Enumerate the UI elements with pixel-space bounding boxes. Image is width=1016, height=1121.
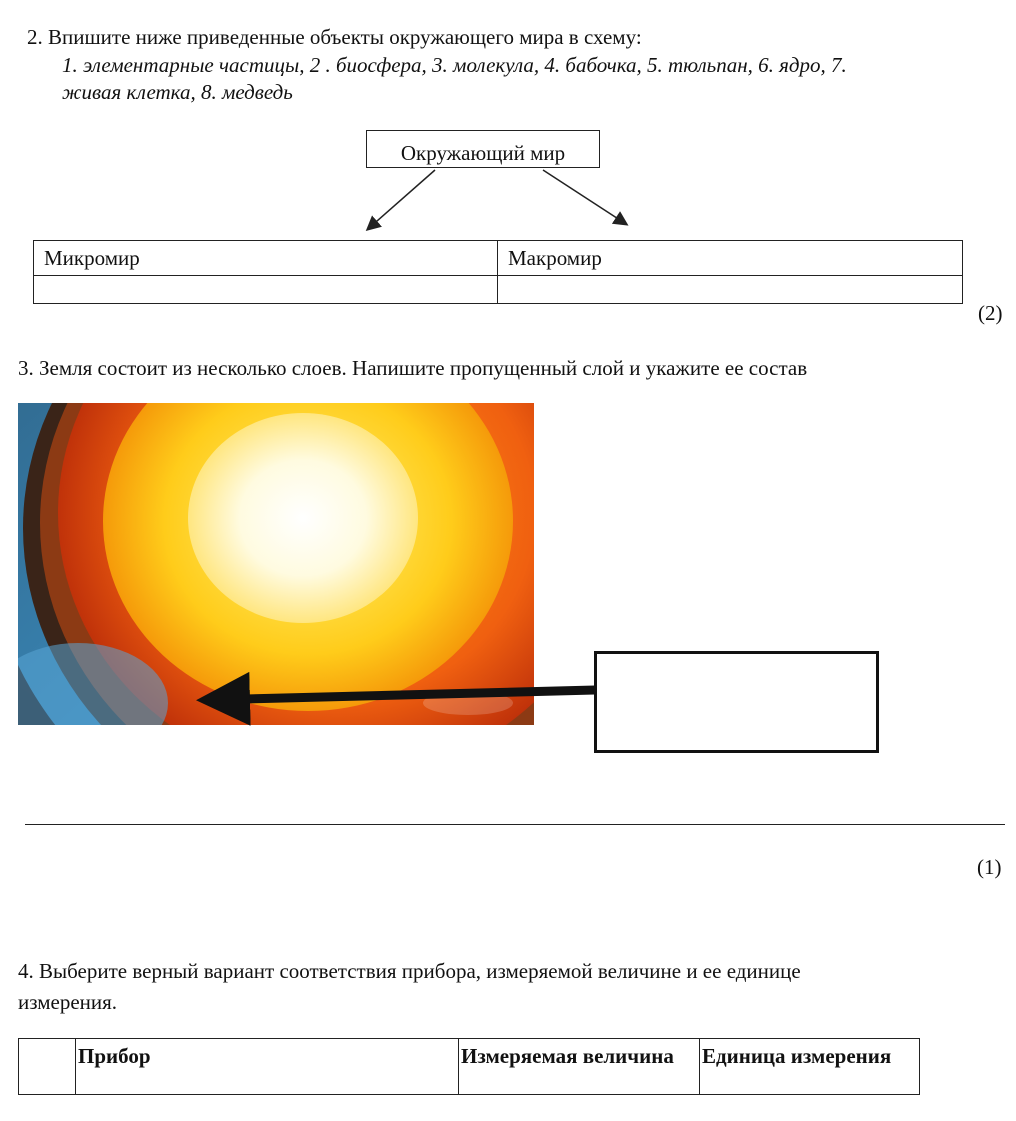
q3-score: (1) (977, 855, 1002, 879)
q3-prompt: 3. Земля состоит из несколько слоев. Напишите пропущенный слой и укажите ее состав (18, 356, 808, 380)
q4-prompt-line1: 4. Выберите верный вариант соответствия прибора, измеряемой величине и ее единице (18, 959, 801, 983)
micro-header: Микромир (34, 241, 498, 276)
col-device-header: Прибор (76, 1039, 459, 1095)
macro-answer-cell[interactable] (498, 276, 963, 304)
row-number-cell (19, 1039, 76, 1095)
scheme-arrows (0, 0, 1016, 240)
macro-header: Макромир (498, 241, 963, 276)
col-unit-header: Единица измерения (700, 1039, 920, 1095)
q2-score: (2) (978, 301, 1003, 325)
q2-prompt: 2. Впишите ниже приведенные объекты окружающего мира в схему: (27, 25, 642, 49)
scheme-root-label: Окружающий мир (400, 141, 566, 165)
answer-line[interactable] (25, 824, 1005, 825)
arrow-left (368, 170, 435, 229)
q2-items-line1: 1. элементарные частицы, 2 . биосфера, 3. молекула, 4. бабочка, 5. тюльпан, 6. ядро, 7. (62, 53, 847, 77)
missing-layer-answer-box[interactable] (594, 651, 879, 753)
scheme-table (33, 240, 963, 304)
arrow-right (543, 170, 626, 224)
instrument-table (18, 1038, 920, 1095)
col-quantity-header: Измеряемая величина (459, 1039, 700, 1095)
q4-prompt-line2: измерения. (18, 990, 118, 1014)
micro-answer-cell[interactable] (34, 276, 498, 304)
q2-items-line2: живая клетка, 8. медведь (62, 80, 293, 104)
